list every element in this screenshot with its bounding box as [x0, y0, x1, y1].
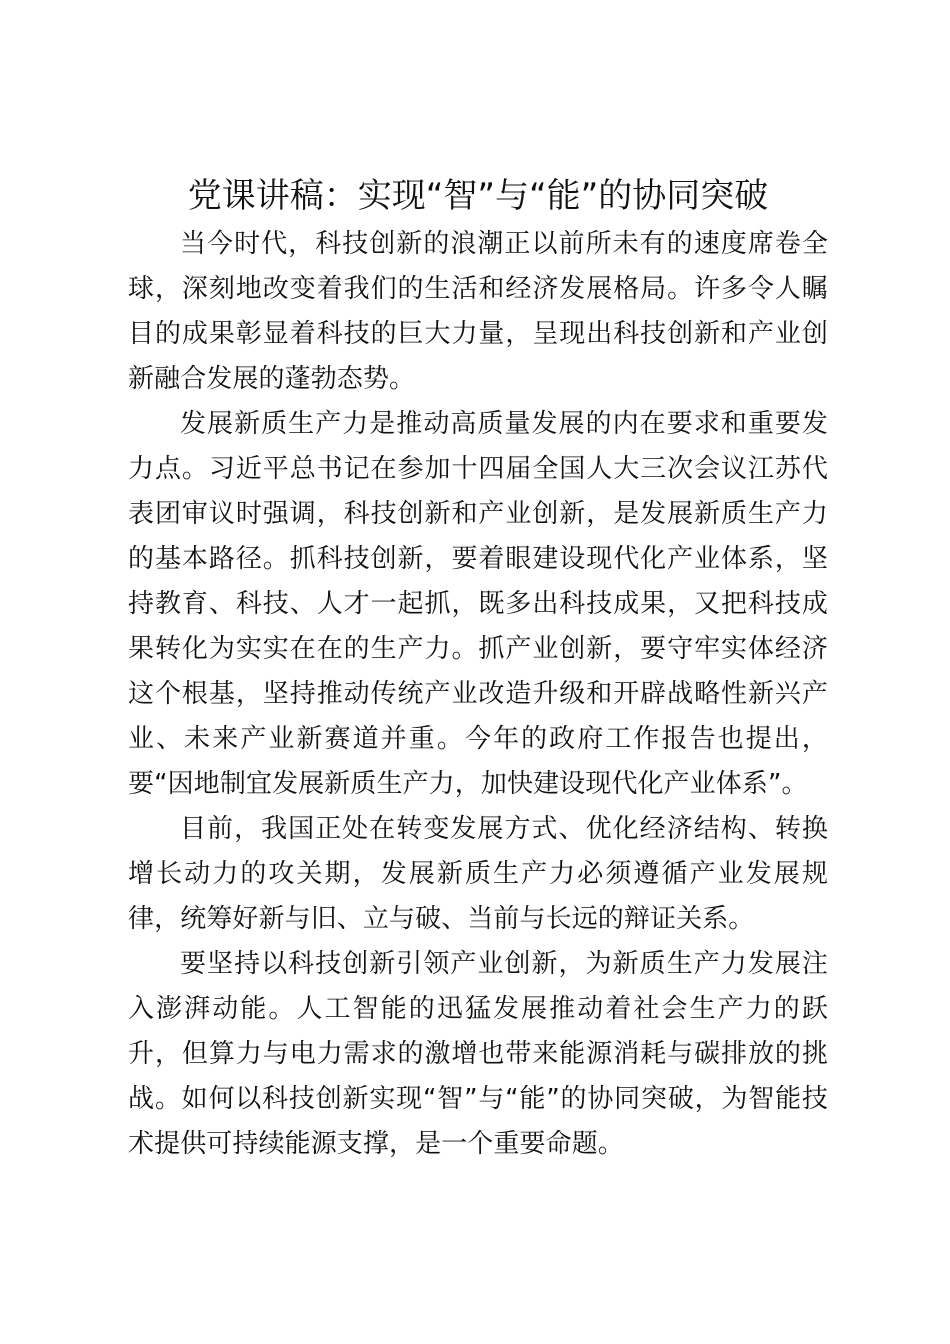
document-title: 党课讲稿：实现“智”与“能”的协同突破: [187, 176, 769, 216]
document-page: [128, 170, 828, 1167]
paragraph-3: 目前，我国正处在转变发展方式、优化经济结构、转换增长动力的攻关期，发展新质生产力必须遵循产业发展规律，统筹好新与旧、立与破、当前与长远的辩证关系。: [128, 814, 828, 934]
paragraph-4: 要坚持以科技创新引领产业创新，为新质生产力发展注入澎湃动能。人工智能的迅猛发展推动着社会生产力的跃升，但算力与电力需求的激增也带来能源消耗与碳排放的挑战。如何以科技创新实现“智”与“能”的协同突破，为智能技术提供可持续能源支撑，是一个重要命题。: [128, 949, 828, 1159]
paragraph-2: 发展新质生产力是推动高质量发展的内在要求和重要发力点。习近平总书记在参加十四届全国人大三次会议江苏代表团审议时强调，科技创新和产业创新，是发展新质生产力的基本路径。抓科技创新，要着眼建设现代化产业体系，坚持教育、科技、人才一起抓，既多出科技成果，又把科技成果转化为实实在在的生产力。抓产业创新，要守牢实体经济这个根基，坚持推动传统产业改造升级和开辟战略性新兴产业、未来产业新赛道并重。今年的政府工作报告也提出，要“因地制宜发展新质生产力，加快建设现代化产业体系”。: [128, 409, 828, 799]
paragraph-1: 当今时代，科技创新的浪潮正以前所未有的速度席卷全球，深刻地改变着我们的生活和经济发展格局。许多令人瞩目的成果彰显着科技的巨大力量，呈现出科技创新和产业创新融合发展的蓬勃态势。: [128, 229, 828, 394]
